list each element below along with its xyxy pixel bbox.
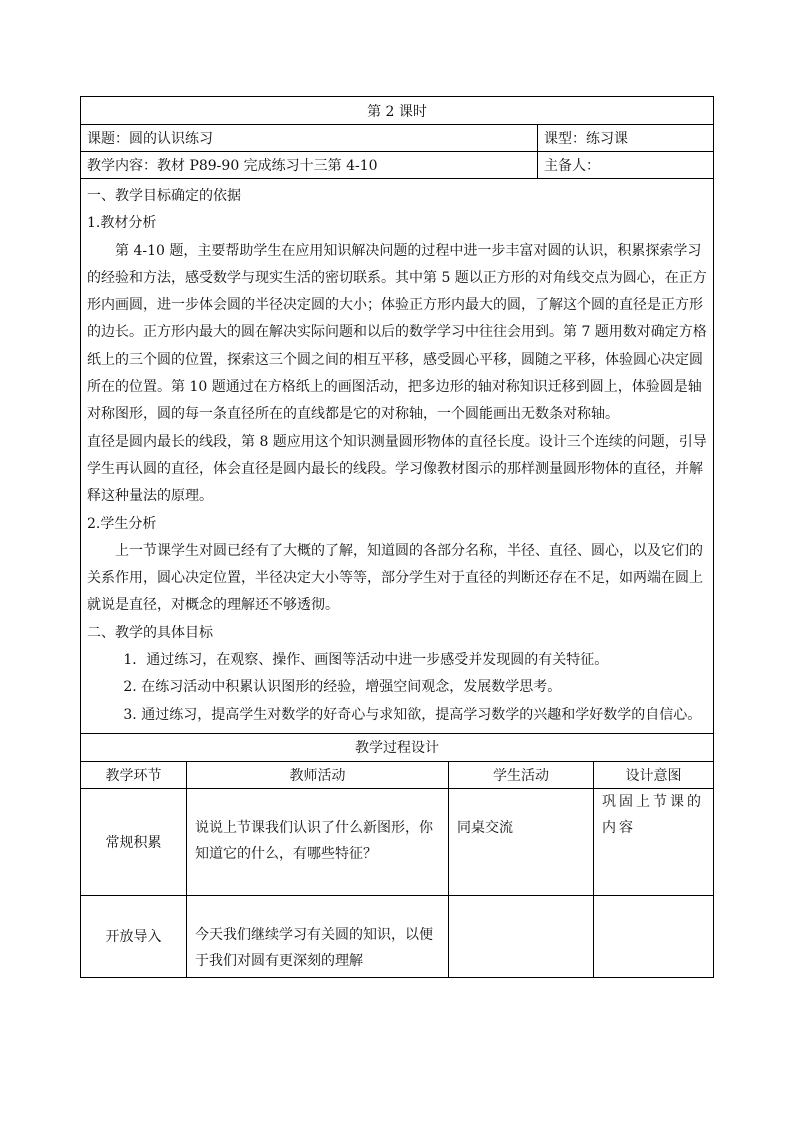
intent-cell bbox=[593, 896, 713, 977]
design-intent: 巩固上节课的内容 bbox=[602, 793, 704, 836]
type-cell bbox=[537, 125, 713, 151]
student-activity-cell bbox=[448, 789, 593, 895]
teacher-activity: 说说上节课我们认识了什么新图形，你知道它的什么，有哪些特征？ bbox=[195, 819, 433, 862]
content-label: 教学内容：教材 P89-90 完成练习十三第 4-10 bbox=[87, 158, 378, 174]
content-row bbox=[80, 152, 714, 179]
textbook-paragraph-1: 第 4-10 题，主要帮助学生在应用知识解决问题的过程中进一步丰富对圆的认识，积累探索学习的经验和方法，感受数学与现实生活的密切联系。其中第 5 题以正方形的对角线交点为圆心，在正方形内画圆，进一步体会圆的半径决定圆的大小；体验正方形内最大的圆，了解这个圆的直径是正方形的边长。正方形内最大的圆在解决实际问题和以后的数学学习中往往会用到。第 7 题用数对确定方格纸上的三个圆的位置，探索这三个圆之间的相互平移，感受圆心平移，圆随之平移，体验圆心决定圆所在的位置。第 10 题通过在方格纸上的画图活动，把多边形的轴对称知识迁移到圆上，体验圆是轴对称图形，圆的每一条直径所在的直线都是它的对称轴，一个圆能画出无数条对称轴。 bbox=[87, 242, 707, 423]
objectives-heading: 二、教学的具体目标 bbox=[87, 624, 213, 641]
objective-item-3: 3. 通过练习，提高学生对数学的好奇心与求知欲，提高学习数学的兴趣和学好数学的自信心。 bbox=[123, 706, 702, 723]
column-header-intent: 设计意图 bbox=[593, 762, 713, 788]
content-cell bbox=[81, 152, 537, 178]
basis-heading: 一、教学目标确定的依据 bbox=[87, 188, 241, 204]
column-header-student: 学生活动 bbox=[448, 762, 593, 788]
stage-cell bbox=[81, 896, 186, 977]
type-label: 课型：练习课 bbox=[544, 131, 628, 147]
stage-cell bbox=[81, 789, 186, 895]
table-row bbox=[80, 789, 714, 896]
topic-label: 课题：圆的认识练习 bbox=[87, 131, 213, 147]
process-header-row bbox=[80, 762, 714, 789]
topic-row bbox=[80, 125, 714, 152]
preparer-cell bbox=[537, 152, 713, 178]
student-activity: 同桌交流 bbox=[457, 819, 513, 836]
objective-item-1: 1．通过练习，在观察、操作、画图等活动中进一步感受并发现圆的有关特征。 bbox=[123, 652, 609, 669]
lesson-plan-table bbox=[80, 96, 714, 978]
process-title: 教学过程设计 bbox=[355, 740, 439, 757]
column-header-teacher: 教师活动 bbox=[186, 762, 448, 788]
teacher-activity: 今天我们继续学习有关圆的知识，以便于我们对圆有更深刻的理解 bbox=[195, 926, 433, 969]
topic-cell bbox=[81, 125, 537, 151]
stage-label: 开放导入 bbox=[105, 929, 162, 946]
teacher-activity-cell bbox=[186, 896, 448, 977]
student-paragraph: 上一节课学生对圆已经有了大概的了解，知道圆的各部分名称，半径、直径、圆心，以及它们的关系作用，圆心决定位置，半径决定大小等等，部分学生对于直径的判断还存在不足，如两端在圆上就说是直径，对概念的理解还不够透彻。 bbox=[87, 542, 703, 614]
intent-cell bbox=[593, 789, 713, 895]
textbook-heading: 1.教材分析 bbox=[87, 215, 157, 232]
textbook-paragraph-2: 直径是圆内最长的线段，第 8 题应用这个知识测量圆形物体的直径长度。设计三个连续的问题，引导学生再认圆的直径，体会直径是圆内最长的线段。学习像教材图示的那样测量圆形物体的直径，并解释这种量法的原理。 bbox=[87, 433, 707, 505]
stage-label: 常规积累 bbox=[105, 834, 162, 851]
basis-block bbox=[81, 179, 713, 733]
objective-item-2: 2. 在练习活动中积累认识图形的经验，增强空间观念，发展数学思考。 bbox=[123, 679, 562, 696]
lesson-number: 第 2 课时 bbox=[367, 103, 427, 120]
teacher-activity-cell bbox=[186, 789, 448, 895]
column-header-stage: 教学环节 bbox=[105, 767, 162, 784]
student-heading: 2.学生分析 bbox=[87, 515, 157, 532]
lesson-number-row bbox=[80, 96, 714, 125]
table-row bbox=[80, 896, 714, 978]
student-activity-cell bbox=[448, 896, 593, 977]
basis-section bbox=[80, 179, 714, 734]
process-title-row bbox=[80, 734, 714, 762]
preparer-label: 主备人： bbox=[544, 158, 600, 174]
